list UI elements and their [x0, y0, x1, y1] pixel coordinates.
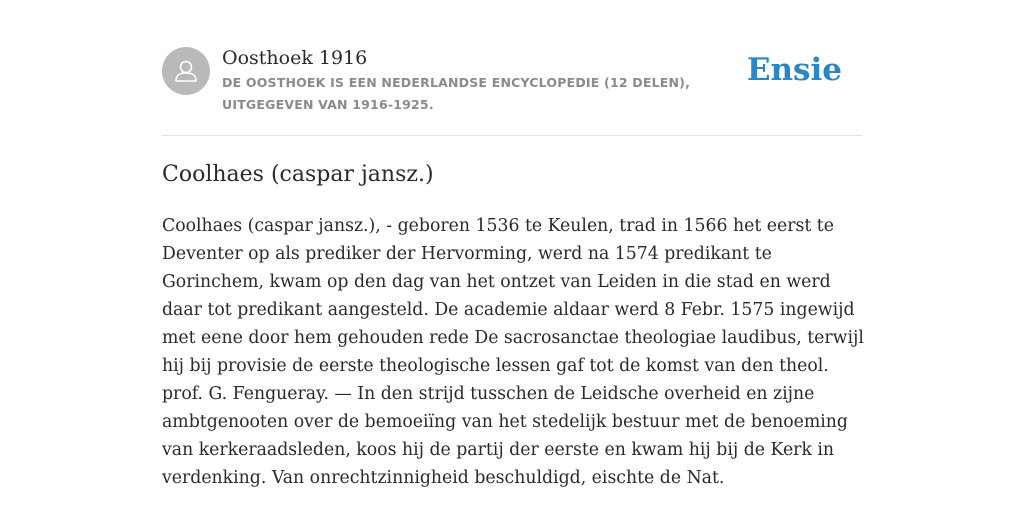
article-body: Coolhaes (caspar jansz.), - geboren 1536 te Keulen, trad in 1566 het eerst te Deventer op als prediker der Hervorming, werd na 1574 predikant te Gorinchem, kwam op den dag van het ontzet van Leiden in die stad en werd daar tot predikant aangesteld. De academie aldaar werd 8 Febr. 1575 ingewijd met eene door hem gehouden rede De sacrosanctae theologiae laudibus, terwijl hij bij provisie de eerste theologische lessen gaf tot de komst van den theol. prof. G. Fengueray. — In den strijd tusschen de Leidsche overheid en zijne ambtgenooten over de bemoeiïng van het stedelijk bestuur met de benoeming van kerkeraadsleden, koos hij de partij der eerste en kwam hij bij de Kerk in verdenking. Van onrechtzinnigheid beschuldigd, eischte de Nat.	[162, 216, 864, 488]
source-description: DE OOSTHOEK IS EEN NEDERLANDSE ENCYCLOPEDIE (12 DELEN), UITGEGEVEN VAN 1916-1925.	[222, 75, 691, 112]
header-divider	[162, 135, 862, 136]
brand-logo[interactable]: Ensie	[746, 52, 842, 88]
source-title[interactable]: Oosthoek 1916	[222, 47, 368, 69]
user-icon[interactable]	[162, 47, 210, 95]
article-title: Coolhaes (caspar jansz.)	[162, 162, 434, 187]
user-icon-glyph	[162, 47, 210, 95]
source-header	[162, 44, 862, 124]
